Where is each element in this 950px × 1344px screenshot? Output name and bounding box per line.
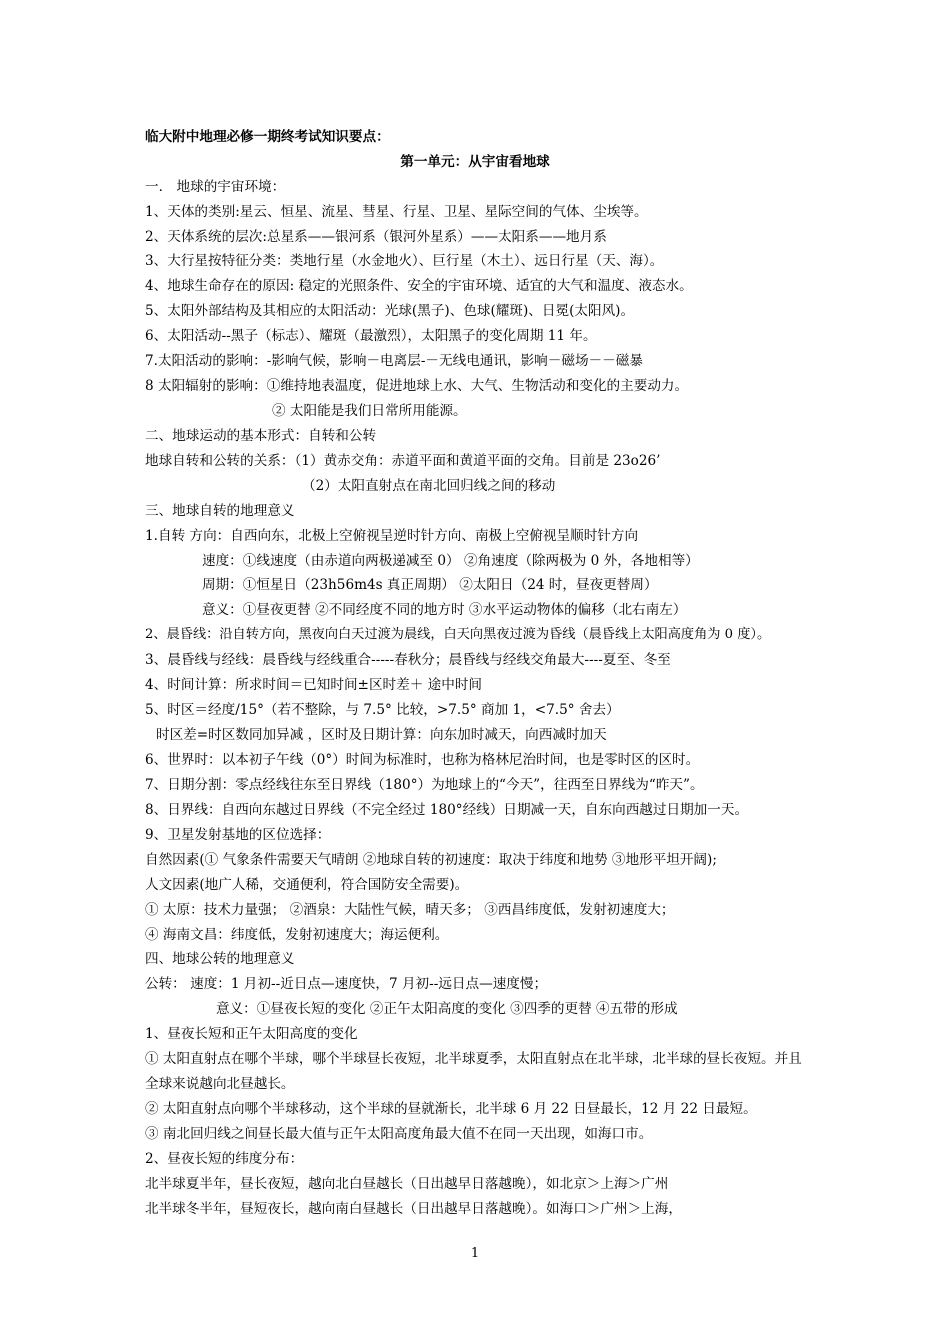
text-line: 北半球夏半年，昼长夜短，越向北白昼越长（日出越早日落越晚），如北京＞上海＞广州: [145, 1176, 669, 1192]
text-line: 2、昼夜长短的纬度分布：: [145, 1151, 304, 1167]
text-line: 6、世界时：以本初子午线（0°）时间为标准时，也称为格林尼治时间，也是零时区的区时。: [145, 752, 700, 768]
text-line: 北半球冬半年，昼短夜长，越向南白昼越长（日出越早日落越晚）。如海口＞广州＞上海，: [145, 1201, 682, 1217]
text-line: 地球自转和公转的关系：（1）黄赤交角：赤道平面和黄道平面的交角。目前是 23o26’: [145, 453, 661, 469]
section-heading: 四、地球公转的地理意义: [145, 951, 295, 967]
text-line: 3、晨昏线与经线：晨昏线与经线重合-----春秋分；晨昏线与经线交角最大----夏至、冬至: [145, 652, 671, 668]
text-line: 8、日界线：自西向东越过日界线（不完全经过 180°经线）日期减一天，自东向西越过日期加一天。: [145, 802, 749, 818]
text-line: 1、昼夜长短和正午太阳高度的变化: [145, 1026, 358, 1042]
text-line: 自然因素(① 气象条件需要天气晴朗 ②地球自转的初速度：取决于纬度和地势 ③地形平坦开阔);: [145, 852, 717, 868]
text-line: ② 太阳直射点向哪个半球移动，这个半球的昼就渐长，北半球 6 月 22 日昼最长，12 月 22 日最短。: [145, 1101, 757, 1117]
text-line: ③ 南北回归线之间昼长最大值与正午太阳高度角最大值不在同一天出现，如海口市。: [145, 1126, 653, 1142]
text-line: 5、时区＝经度/15°（若不整除，与 7.5° 比较，>7.5° 商加 1，<7.5° 舍去）: [145, 702, 620, 718]
text-line: 人文因素(地广人稀，交通便利，符合国防安全需要)。: [145, 877, 469, 893]
text-line: 8 太阳辐射的影响：①维持地表温度，促进地球上水、大气、生物活动和变化的主要动力。: [145, 378, 689, 394]
text-line: 速度：①线速度（由赤道向两极递减至 0） ②角速度（除两极为 0 外，各地相等）: [202, 553, 699, 569]
text-line: 1.自转 方向：自西向东，北极上空俯视呈逆时针方向、南极上空俯视呈顺时针方向: [145, 528, 639, 544]
text-line: ② 太阳能是我们日常所用能源。: [272, 403, 467, 419]
text-line: 时区差=时区数同加异减 ，区时及日期计算：向东加时减天，向西减时加天: [156, 727, 607, 743]
document-title: 临大附中地理必修一期终考试知识要点：: [145, 129, 390, 145]
text-line: 9、卫星发射基地的区位选择：: [145, 827, 331, 843]
text-line: 4、时间计算：所求时间＝已知时间±区时差＋ 途中时间: [145, 677, 483, 693]
text-line: 3、大行星按特征分类：类地行星（水金地火）、巨行星（木土）、远日行星（天、海）。: [145, 253, 664, 269]
text-line: 公转： 速度：1 月初--近日点—速度快，7 月初--远日点—速度慢；: [145, 976, 548, 992]
text-line: 意义：①昼夜长短的变化 ②正午太阳高度的变化 ③四季的更替 ④五带的形成: [216, 1001, 678, 1017]
page-number: 1: [470, 1246, 480, 1261]
section-heading: 二、地球运动的基本形式：自转和公转: [145, 428, 377, 444]
text-line: 6、太阳活动--黑子（标志）、耀斑（最激烈），太阳黑子的变化周期 11 年。: [145, 328, 597, 344]
text-line: （2）太阳直射点在南北回归线之间的移动: [302, 478, 556, 494]
text-line: 7.太阳活动的影响：-影响气候，影响－电离层-－无线电通讯，影响－磁场－－磁暴: [145, 353, 643, 369]
text-line: ① 太原：技术力量强； ②酒泉：大陆性气候，晴天多； ③西昌纬度低，发射初速度大；: [145, 902, 675, 918]
section-heading: 三、地球自转的地理意义: [145, 503, 295, 519]
text-line: ④ 海南文昌：纬度低，发射初速度大；海运便利。: [145, 927, 449, 943]
section-heading: 一． 地球的宇宙环境：: [145, 179, 286, 195]
text-paragraph: ① 太阳直射点在哪个半球，哪个半球昼长夜短，北半球夏季，太阳直射点在北半球，北半球的昼长夜短。并且全球来说越向北昼越长。: [145, 1051, 802, 1092]
text-line: 7、日期分割：零点经线往东至日界线（180°）为地球上的“今天”，往西至日界线为“昨天”。: [145, 777, 704, 793]
text-line: 2、晨昏线：沿自转方向，黑夜向白天过渡为晨线，白天向黑夜过渡为昏线（晨昏线上太阳高度角为 0 度）。: [145, 627, 771, 642]
text-line: 4、地球生命存在的原因: 稳定的光照条件、安全的宇宙环境、适宜的大气和温度、液态水。: [145, 278, 693, 294]
unit-title: 第一单元：从宇宙看地球: [400, 154, 550, 170]
text-line: 周期：①恒星日（23h56m4s 真正周期） ②太阳日（24 时，昼夜更替周）: [202, 577, 658, 593]
text-line: 5、太阳外部结构及其相应的太阳活动：光球(黑子)、色球(耀斑)、日冕(太阳风)。: [145, 303, 635, 319]
text-line: 1、天体的类别:星云、恒星、流星、彗星、行星、卫星、星际空间的气体、尘埃等。: [145, 204, 648, 220]
text-line: 意义：①昼夜更替 ②不同经度不同的地方时 ③水平运动物体的偏移（北右南左）: [202, 602, 687, 618]
text-line: 2、天体系统的层次:总星系——银河系（银河外星系）——太阳系——地月系: [145, 229, 607, 245]
